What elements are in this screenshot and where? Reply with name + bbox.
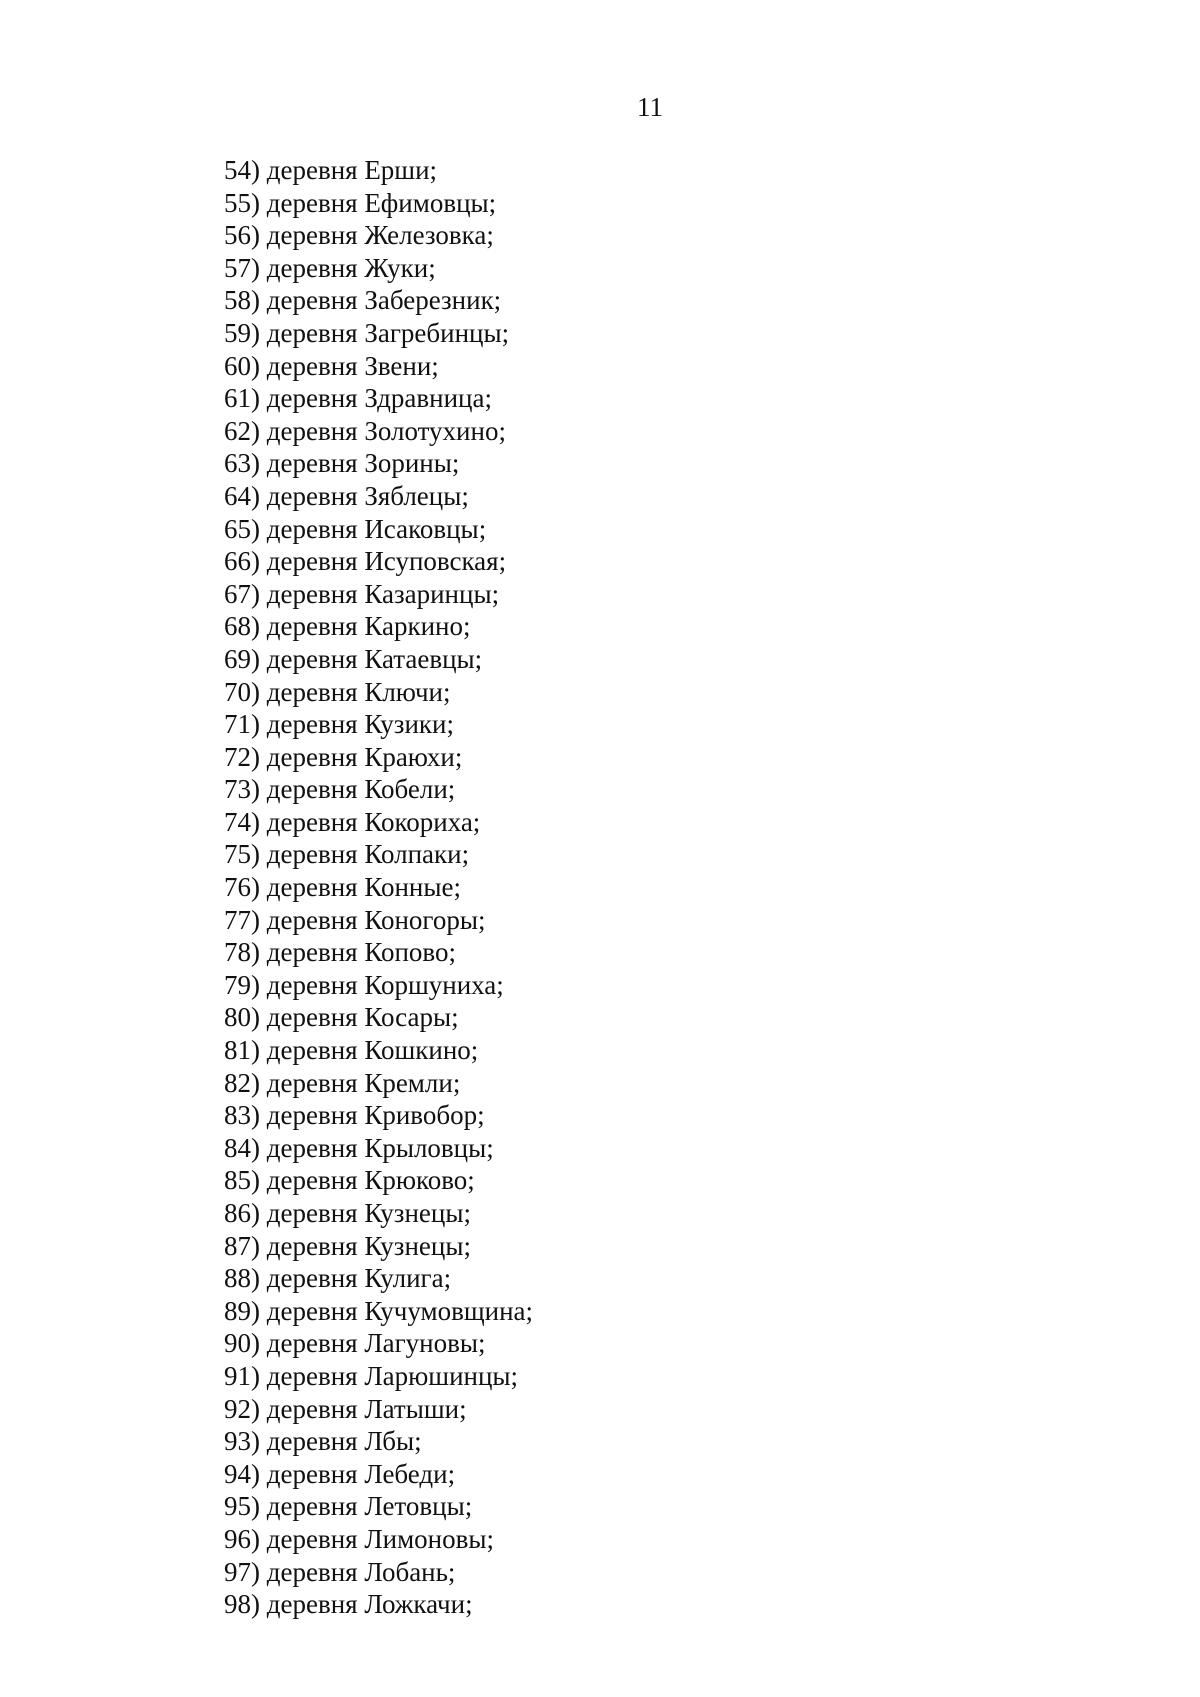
village-list [224, 154, 533, 1621]
list-item: 87) деревня Кузнецы; [224, 1230, 471, 1261]
list-item: 75) деревня Колпаки; [224, 839, 470, 870]
list-item: 91) деревня Ларюшинцы; [224, 1360, 519, 1391]
list-item: 66) деревня Исуповская; [224, 546, 507, 577]
list-item: 65) деревня Исаковцы; [224, 513, 487, 544]
list-item: 61) деревня Здравница; [224, 383, 492, 414]
list-item: 86) деревня Кузнецы; [224, 1198, 471, 1228]
list-item: 57) деревня Жуки; [224, 252, 436, 283]
list-item: 88) деревня Кулига; [224, 1263, 452, 1294]
list-item: 64) деревня Зяблецы; [224, 480, 469, 511]
list-item: 68) деревня Каркино; [224, 611, 471, 642]
list-item: 93) деревня Лбы; [224, 1426, 422, 1457]
list-item: 54) деревня Ерши; [224, 155, 438, 185]
page-number: 11 [637, 92, 663, 122]
list-item: 67) деревня Казаринцы; [224, 578, 500, 609]
list-item: 85) деревня Крюково; [224, 1165, 475, 1196]
list-item: 83) деревня Кривобор; [224, 1100, 485, 1131]
list-item: 96) деревня Лимоновы; [224, 1523, 494, 1554]
list-item: 95) деревня Летовцы; [224, 1491, 473, 1522]
list-item: 70) деревня Ключи; [224, 676, 451, 707]
list-item: 71) деревня Кузики; [224, 709, 454, 740]
list-item: 97) деревня Лобань; [224, 1556, 456, 1587]
list-item: 84) деревня Крыловцы; [224, 1132, 494, 1163]
list-item: 63) деревня Зорины; [224, 448, 460, 479]
list-item: 89) деревня Кучумовщина; [224, 1295, 534, 1326]
list-item: 72) деревня Краюхи; [224, 741, 463, 772]
list-item: 55) деревня Ефимовцы; [224, 187, 497, 218]
list-item: 80) деревня Косары; [224, 1002, 459, 1033]
list-item: 60) деревня Звени; [224, 350, 439, 381]
list-item: 56) деревня Железовка; [224, 220, 494, 251]
list-item: 92) деревня Латыши; [224, 1393, 467, 1424]
list-item: 62) деревня Золотухино; [224, 415, 506, 446]
list-item: 69) деревня Катаевцы; [224, 643, 483, 674]
list-item: 73) деревня Кобели; [224, 774, 456, 805]
list-item: 74) деревня Кокориха; [224, 806, 481, 837]
list-item: 82) деревня Кремли; [224, 1067, 461, 1098]
list-item: 94) деревня Лебеди; [224, 1458, 456, 1489]
list-item: 81) деревня Кошкино; [224, 1035, 479, 1066]
list-item: 98) деревня Ложкачи; [224, 1589, 473, 1620]
list-item: 76) деревня Конные; [224, 872, 462, 903]
list-item: 78) деревня Копово; [224, 937, 456, 968]
list-item: 79) деревня Коршуниха; [224, 969, 504, 1000]
list-item: 59) деревня Загребинцы; [224, 317, 510, 348]
list-item: 58) деревня Заберезник; [224, 285, 502, 316]
list-item: 90) деревня Лагуновы; [224, 1328, 486, 1359]
list-item: 77) деревня Коногоры; [224, 904, 486, 935]
